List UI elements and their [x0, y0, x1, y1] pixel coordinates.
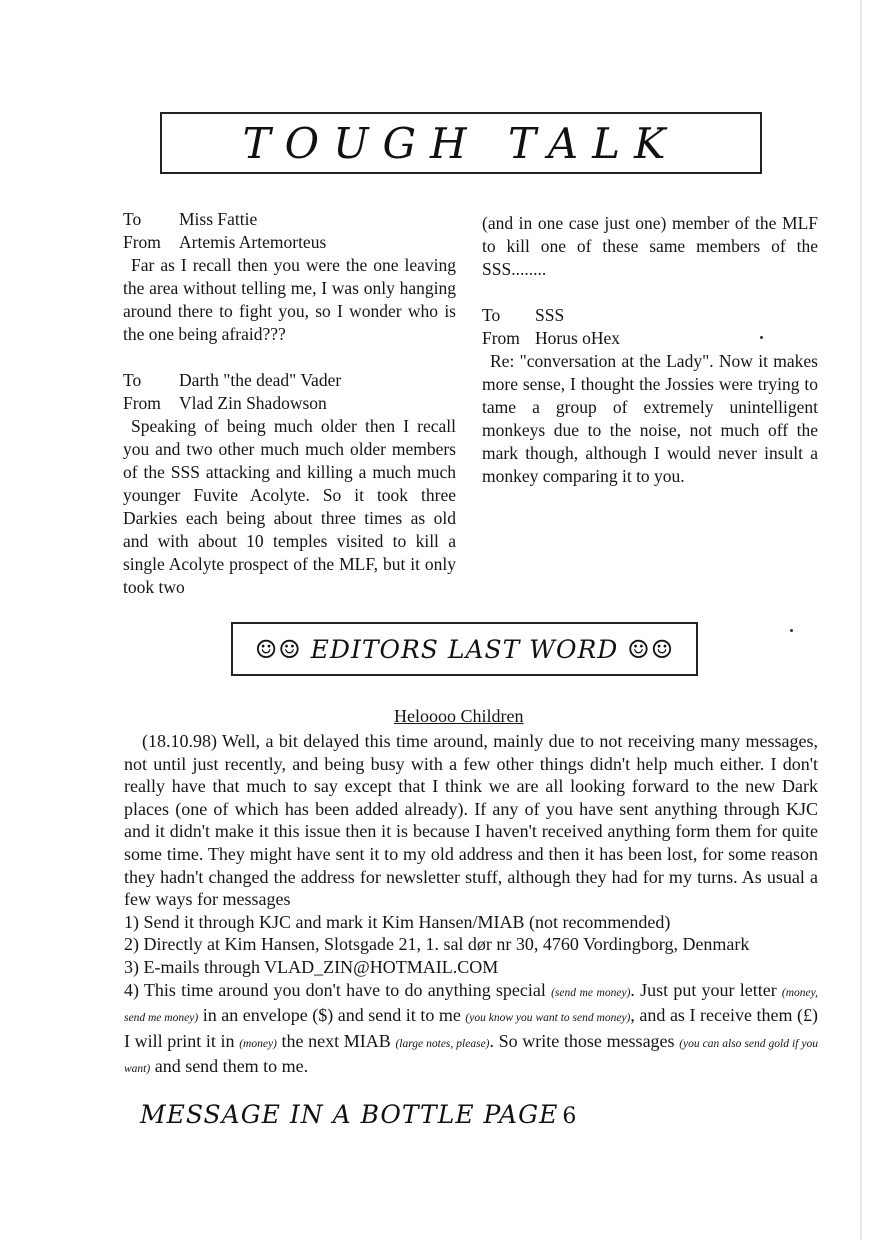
msg2-to-line	[123, 369, 456, 392]
msg3-text: Re: "conversation at the Lady". Now it makes more sense, I thought the Jossies were trying to tame a group of extremely unintelligent monkeys due to the noise, not much off the mark though, although I would never insult a monkey comparing it to you.	[482, 351, 818, 486]
msg1-from-label: From	[123, 232, 161, 252]
editor-paragraph: (18.10.98) Well, a bit delayed this time around, mainly due to not receiving many messages, not until just recently, and being busy with a few other things didn't help much either. I don't really have that much to say except that I think we are all looking forward to the new Dark places (one of which has been added already). If any of you have sent anything through KJC and it didn't make it this issue then it is because I haven't received anything form them for quite some time. They might have sent it to my old address and then it has been lost, for some reason they hadn't changed the address for newsletter stuff, although they had for my turns. As usual a few ways for messages	[124, 731, 818, 910]
msg1-text: Far as I recall then you were the one leaving the area without telling me, I was only hanging around there to fight you, so I wonder who is the one being afraid???	[123, 255, 456, 344]
item4-aside: (you know you want to send money)	[465, 1012, 631, 1025]
footer-title: MESSAGE IN A BOTTLE PAGE	[140, 1100, 559, 1129]
msg3-to-label: To	[482, 305, 501, 325]
msg3-to-line	[482, 304, 818, 327]
right-column	[482, 212, 818, 488]
msg3-from-line	[482, 327, 818, 350]
page-footer	[140, 1100, 577, 1129]
msg2-from: Vlad Zin Shadowson	[179, 393, 327, 413]
method-item-2: 2) Directly at Kim Hansen, Slotsgade 21, 1. sal dør nr 30, 4760 Vordingborg, Denmark	[124, 934, 750, 955]
left-column	[123, 208, 456, 599]
scan-speck	[760, 336, 763, 339]
item4-text: and send them to me.	[150, 1056, 309, 1077]
editor-greeting: Heloooo Children	[394, 706, 524, 726]
title-box	[160, 112, 762, 174]
msg2-to: Darth "the dead" Vader	[179, 370, 342, 390]
item4-aside: (send me money)	[551, 986, 631, 999]
item4-text: the next MIAB	[276, 1030, 396, 1051]
msg3-from-label: From	[482, 328, 520, 348]
page-number: 6	[562, 1104, 578, 1129]
msg2-from-line	[123, 392, 456, 415]
page-title: TOUGH TALK	[242, 118, 680, 168]
item4-text: . So write those messages	[489, 1030, 680, 1051]
msg1-from-line	[123, 231, 456, 254]
item4-text: 4) This time around you don't have to do anything special	[124, 979, 552, 1000]
msg1-to-label: To	[123, 209, 142, 229]
editor-heading: ☺☺ EDITORS LAST WORD ☺☺	[254, 634, 675, 664]
editor-heading-box	[231, 622, 698, 676]
item4-text: . Just put your letter	[630, 979, 782, 1000]
item4-aside: (you can also send gold if you want)	[124, 1037, 819, 1076]
msg3-to: SSS	[535, 305, 565, 325]
item4-aside: (money, send me money)	[124, 986, 818, 1025]
item4-text: in an envelope ($) and send it to me	[198, 1005, 466, 1026]
msg2-continuation: (and in one case just one) member of the MLF to kill one of these same members of the SSS........	[482, 213, 818, 279]
item4-aside: (large notes, please)	[395, 1037, 490, 1050]
msg2-text: Speaking of being much older then I recall you and two other much much older members of the SSS attacking and killing a much much younger Fuvite Acolyte. So it took three Darkies each being about three times as old and with about 10 temples visited to kill a single Acolyte prospect of the MLF, but it only took two	[123, 416, 456, 597]
method-item-1: 1) Send it through KJC and mark it Kim Hansen/MIAB (not recommended)	[124, 911, 671, 932]
item4-aside: (money)	[239, 1037, 277, 1050]
scan-speck	[790, 629, 793, 632]
msg3-from: Horus oHex	[535, 328, 621, 348]
msg1-to-line	[123, 208, 456, 231]
method-item-3: 3) E-mails through VLAD_ZIN@HOTMAIL.COM	[124, 956, 499, 977]
msg1-from: Artemis Artemorteus	[179, 232, 327, 252]
item4-text: , and as I receive them (£) I will print it in	[124, 1005, 818, 1051]
msg2-to-label: To	[123, 370, 142, 390]
editor-body	[124, 730, 818, 1081]
method-item-4	[124, 979, 818, 1081]
msg1-to: Miss Fattie	[179, 209, 258, 229]
msg2-from-label: From	[123, 393, 161, 413]
scan-edge-line	[860, 0, 862, 1240]
